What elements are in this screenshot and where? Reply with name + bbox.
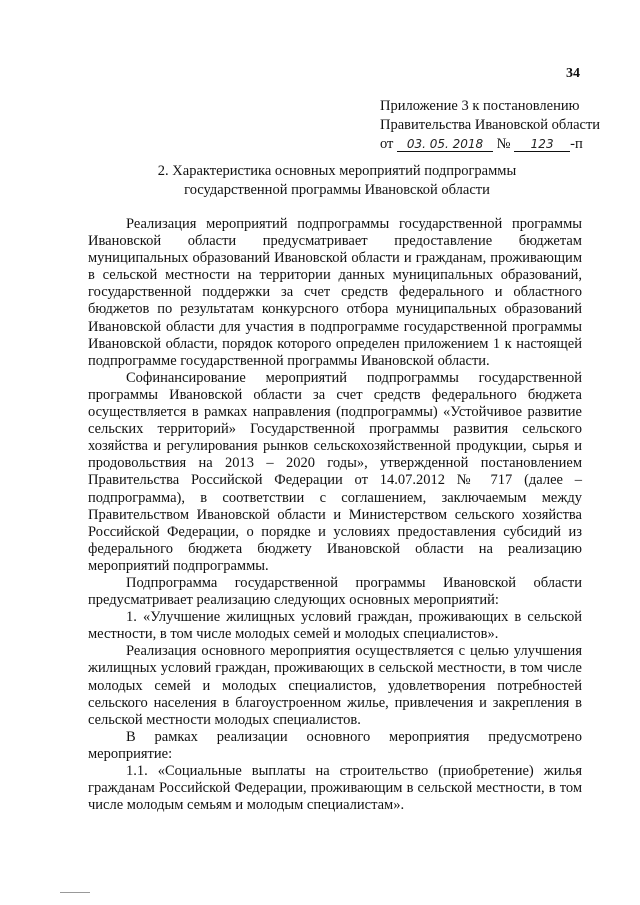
paragraph-activity-1-1: 1.1. «Социальные выплаты на строительство (приобретение) жилья гражданам Российской Федерации, проживающим в сельской местности, в том числе молодым семьям и молодым специалистам». xyxy=(88,763,582,814)
section-title-line-1: 2. Характеристика основных мероприятий подпрограммы xyxy=(157,163,517,179)
paragraph-implementation: Реализация мероприятий подпрограммы государственной программы Ивановской области предусматривает предоставление бюджетам муниципальных образований Ивановской области и гражданам, проживающим в сельской местности на территории данных муниципальных образований, государственной поддержки за счет средств федерального и областного бюджетов по результатам конкурсного отбора муниципальных образований Ивановской области для участия в подпрограмме государственной программы Ивановской области, порядок которого определен приложением 1 к настоящей подпрограмме государственной программы Ивановской области. xyxy=(88,216,582,369)
page-number: 34 xyxy=(566,66,580,81)
number-suffix: -п xyxy=(570,136,583,152)
scan-margin-mark xyxy=(60,892,90,893)
paragraph-activity-framework: В рамках реализации основного мероприятия предусмотрено мероприятие: xyxy=(88,728,582,762)
appendix-line-2: Правительства Ивановской области xyxy=(380,117,601,133)
paragraph-activity-1: 1. «Улучшение жилищных условий граждан, проживающих в сельской местности, в том числе молодых семей и молодых специалистов». xyxy=(88,609,582,643)
number-label: № xyxy=(496,136,511,152)
from-label: от xyxy=(380,136,394,152)
section-title-line-2: государственной программы Ивановской области xyxy=(184,182,490,198)
appendix-header xyxy=(380,97,601,154)
handwritten-date: 03. 05. 2018 xyxy=(397,137,493,152)
paragraph-activity-1-purpose: Реализация основного мероприятия осуществляется с целью улучшения жилищных условий граждан, проживающих в сельской местности, в том числе молодых семей и молодых специалистов, удовлетворения потребностей сельского населения в благоустроенном жилье, привлечения и закрепления в сельской местности молодых специалистов. xyxy=(88,643,582,728)
paragraph-main-activities-intro: Подпрограмма государственной программы Ивановской области предусматривает реализацию следующих основных мероприятий: xyxy=(88,574,582,609)
document-body xyxy=(88,216,582,814)
handwritten-number: 123 xyxy=(514,137,570,152)
section-title xyxy=(90,162,584,200)
appendix-line-1: Приложение 3 к постановлению xyxy=(380,98,580,114)
appendix-date-number-line xyxy=(380,135,590,154)
paragraph-cofinancing: Софинансирование мероприятий подпрограммы государственной программы Ивановской области за счет средств федерального бюджета осуществляется в рамках направления (подпрограммы) «Устойчивое развитие сельских территорий» Государственной программы развития сельского хозяйства и регулирования рынков сельскохозяйственной продукции, сырья и продовольствия на 2013 – 2020 годы», утвержденной постановлением Правительства Российской Федерации от 14.07.2012 № 717 (далее – подпрограмма), в соответствии с соглашением, заключаемым между Правительством Ивановской области и Министерством сельского хозяйства Российской Федерации, о порядке и условиях предоставления субсидий из федерального бюджета бюджету Ивановской области на реализацию мероприятий подпрограммы. xyxy=(88,369,582,574)
